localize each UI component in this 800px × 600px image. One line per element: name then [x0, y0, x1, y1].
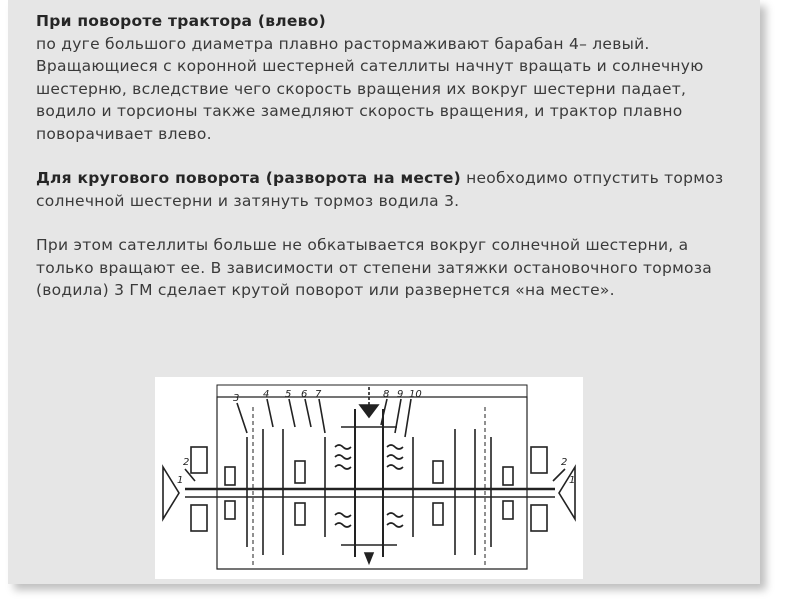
diagram-label: 2 — [561, 457, 568, 468]
paragraph-satellites — [36, 234, 736, 302]
text-block — [36, 10, 736, 324]
diagram-label: 6 — [301, 389, 308, 400]
diagram-label: 4 — [263, 389, 270, 400]
text-circular-turn: необходимо отпустить тормоз солнечной шестерни и затянуть тормоз водила 3. — [36, 169, 724, 210]
paragraph-left-turn — [36, 10, 736, 145]
diagram-label: 1 — [177, 475, 184, 486]
diagram-label: 3 — [233, 393, 240, 404]
text-satellites: При этом сателлиты больше не обкатывается вокруг солнечной шестерни, а только вращают ее. В зависимости от степени затяжки остановочного тормоза (водила) 3 ГМ сделает крутой поворот или развернется «на месте». — [36, 236, 713, 299]
diagram-label: 2 — [183, 457, 190, 468]
diagram-label: 9 — [397, 389, 404, 400]
paragraph-circular-turn — [36, 167, 736, 212]
diagram-label: 10 — [409, 389, 422, 400]
transmission-diagram-svg — [155, 377, 583, 579]
diagram-label: 5 — [285, 389, 292, 400]
transmission-diagram — [155, 377, 583, 579]
heading-left-turn: При повороте трактора (влево) — [36, 12, 326, 30]
heading-circular-turn: Для кругового поворота (разворота на месте) — [36, 169, 461, 187]
text-left-turn: по дуге большого диаметра плавно растормаживают барабан 4– левый. Вращающиеся с коронной шестерней сателлиты начнут вращать и солнечную шестерню, вследствие чего скорость вращения их вокруг шестерни падает, водило и торсионы также замедляют скорость вращения, и трактор плавно поворачивает влево. — [36, 34, 704, 143]
diagram-label: 1 — [569, 475, 576, 486]
diagram-label: 7 — [315, 389, 322, 400]
diagram-label: 8 — [383, 389, 390, 400]
